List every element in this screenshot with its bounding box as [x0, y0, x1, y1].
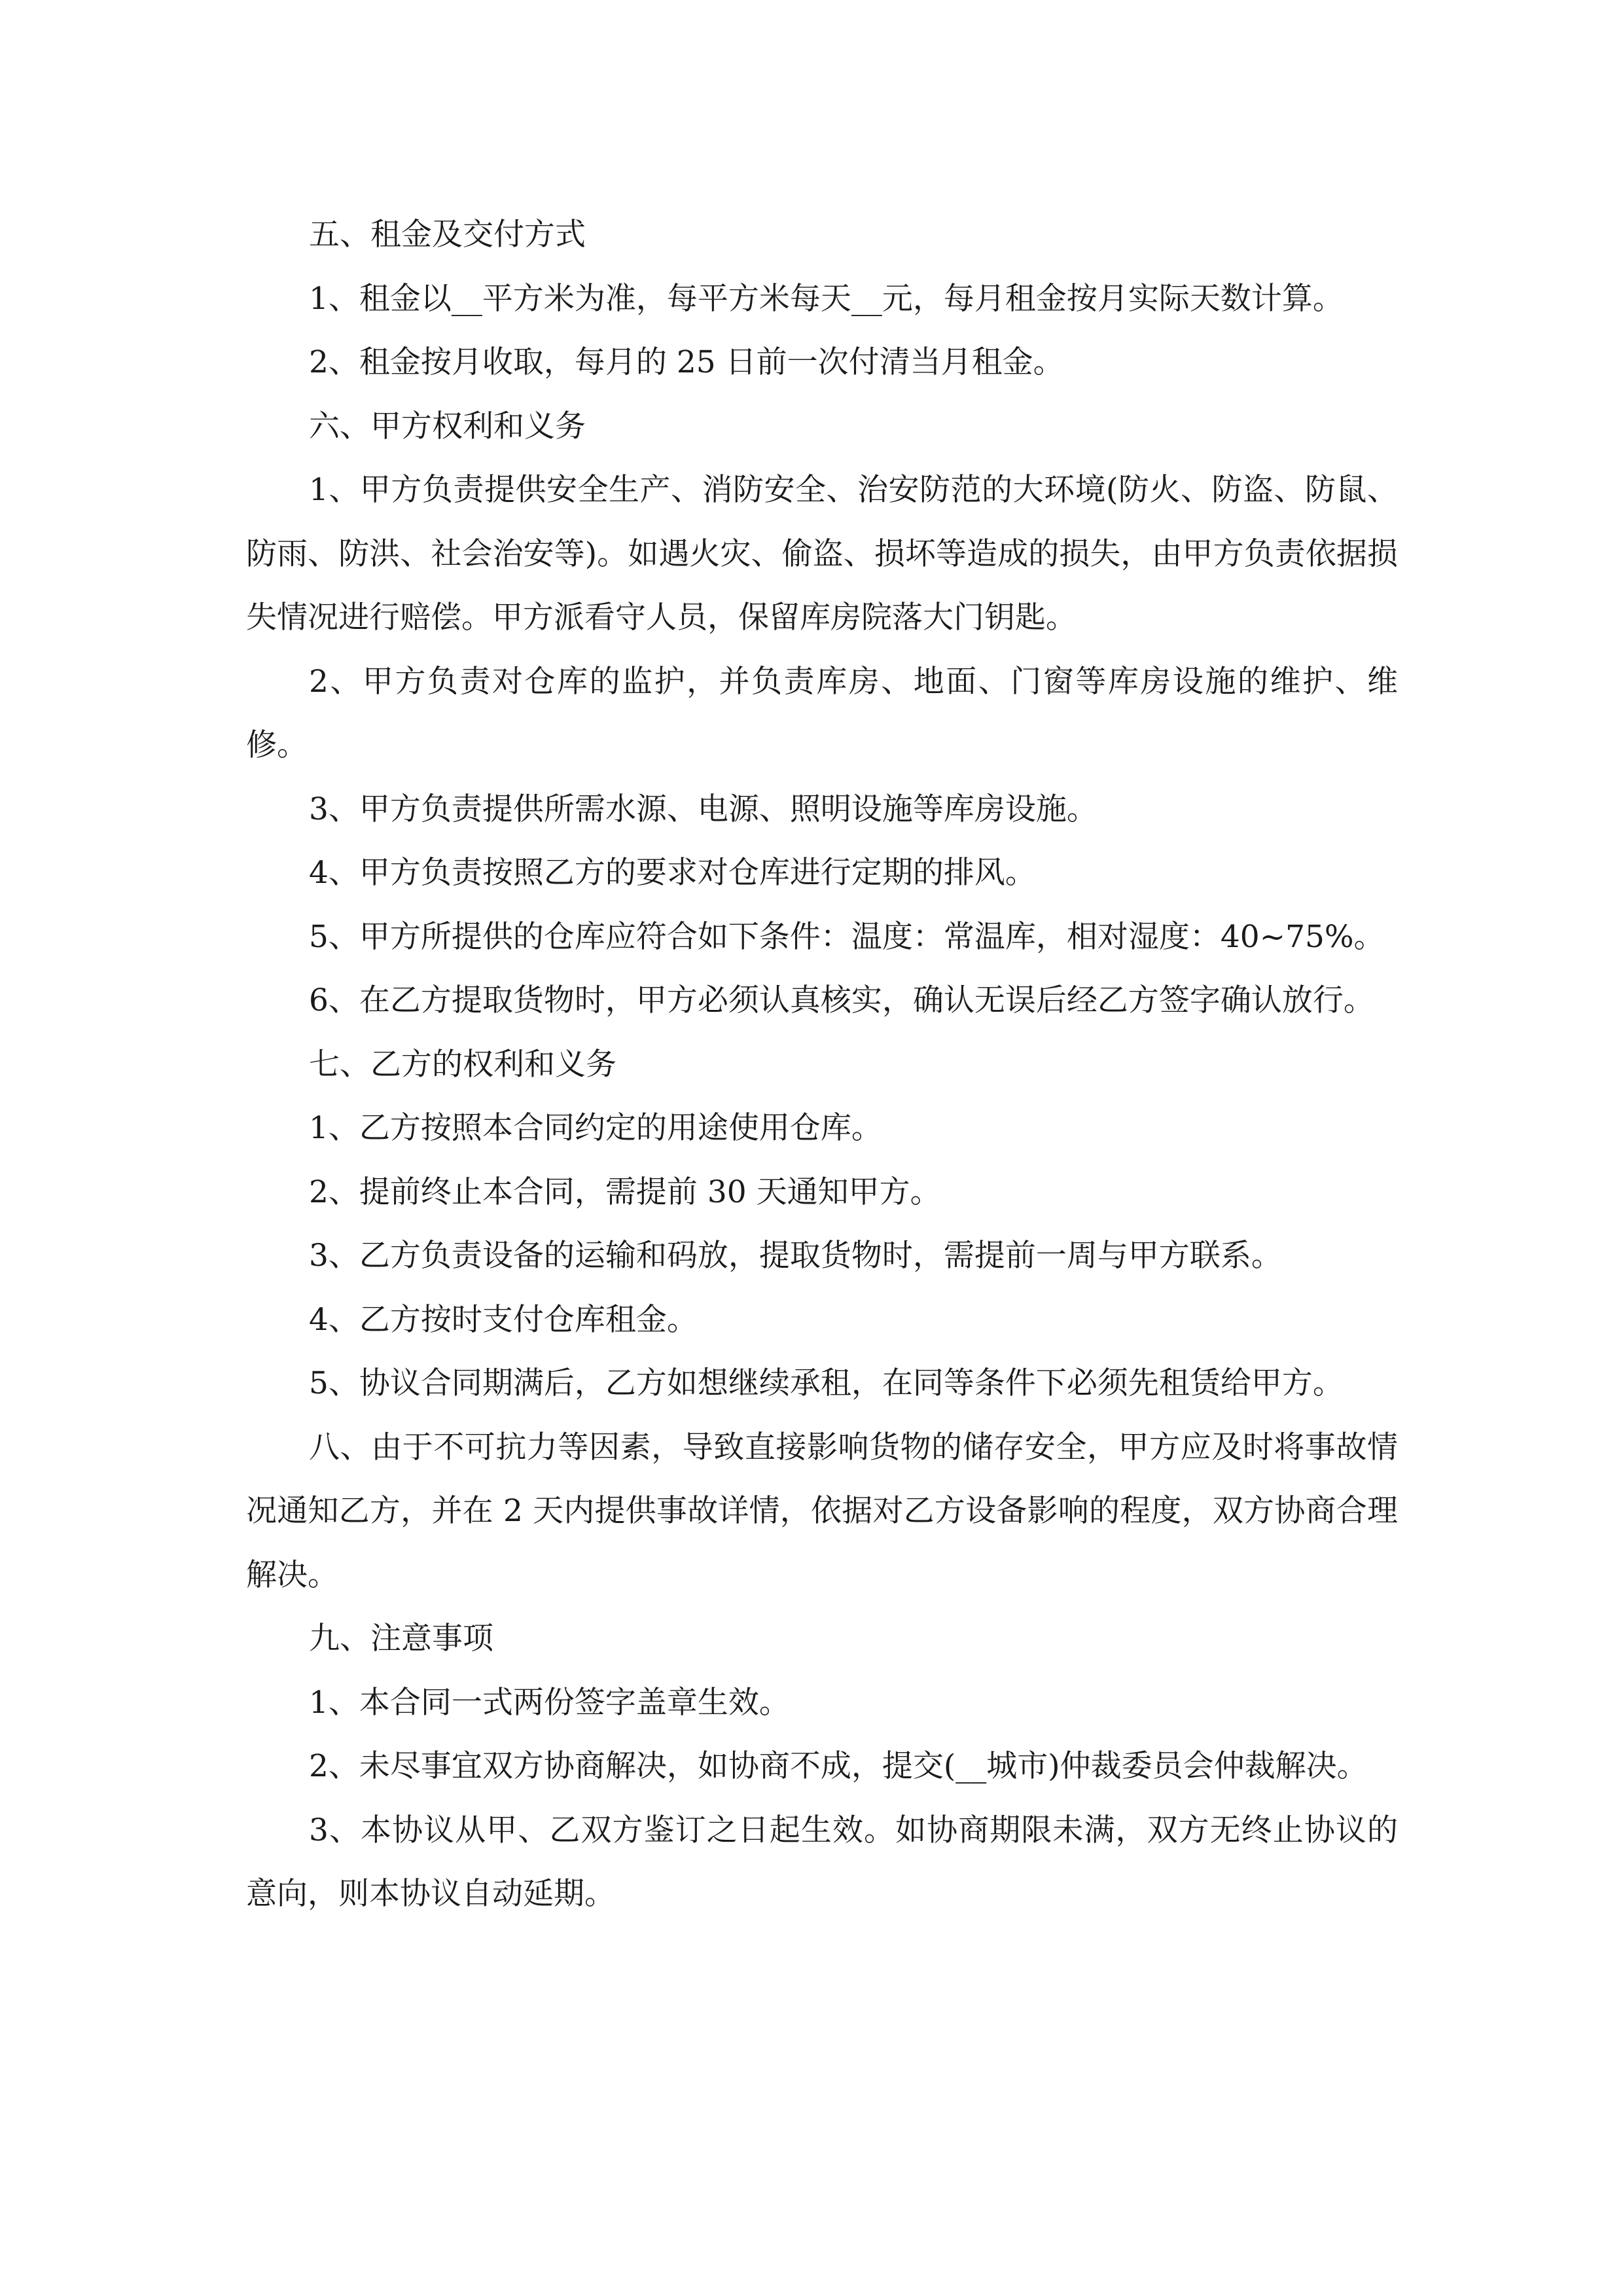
- clause-party-a-verification: 6、在乙方提取货物时，甲方必须认真核实，确认无误后经乙方签字确认放行。: [309, 982, 1374, 1018]
- clause-notes-arbitration: 2、未尽事宜双方协商解决，如协商不成，提交(__城市)仲裁委员会仲裁解决。: [309, 1748, 1368, 1784]
- section-heading-rent-payment: 五、租金及交付方式: [309, 217, 586, 253]
- section-force-majeure: 八、由于不可抗力等因素，导致直接影响货物的储存安全，甲方应及时将事故情况通知乙方，并在 2 天内提供事故详情，依据对乙方设备影响的程度，双方协商合理解决。: [246, 1429, 1398, 1593]
- section-heading-notes: 九、注意事项: [309, 1621, 493, 1657]
- clause-party-b-usage: 1、乙方按照本合同约定的用途使用仓库。: [309, 1110, 882, 1146]
- section-heading-party-a-rights: 六、甲方权利和义务: [309, 408, 586, 444]
- clause-notes-effective: 3、本协议从甲、乙双方鉴订之日起生效。如协商期限未满，双方无终止协议的意向，则本协议自动延期。: [246, 1812, 1398, 1912]
- clause-rent-schedule: 2、租金按月收取，每月的 25 日前一次付清当月租金。: [309, 344, 1064, 380]
- document-body: [246, 203, 1398, 1926]
- clause-party-a-maintenance: 2、甲方负责对仓库的监护，并负责库房、地面、门窗等库房设施的维护、维修。: [246, 663, 1398, 763]
- clause-rent-basis: 1、租金以__平方米为准，每平方米每天__元，每月租金按月实际天数计算。: [309, 280, 1344, 317]
- clause-party-b-renewal: 5、协议合同期满后，乙方如想继续承租，在同等条件下必须先租赁给甲方。: [309, 1365, 1344, 1401]
- clause-party-b-payment: 4、乙方按时支付仓库租金。: [309, 1301, 698, 1338]
- clause-party-a-utilities: 3、甲方负责提供所需水源、电源、照明设施等库房设施。: [309, 791, 1097, 827]
- clause-party-b-transport: 3、乙方负责设备的运输和码放，提取货物时，需提前一周与甲方联系。: [309, 1238, 1282, 1274]
- clause-party-b-termination: 2、提前终止本合同，需提前 30 天通知甲方。: [309, 1174, 941, 1210]
- clause-party-a-ventilation: 4、甲方负责按照乙方的要求对仓库进行定期的排风。: [309, 855, 1036, 891]
- section-heading-party-b-rights: 七、乙方的权利和义务: [309, 1046, 616, 1083]
- clause-notes-copies: 1、本合同一式两份签字盖章生效。: [309, 1684, 790, 1721]
- clause-party-a-conditions: 5、甲方所提供的仓库应符合如下条件：温度：常温库，相对湿度：40~75%。: [309, 918, 1385, 955]
- clause-party-a-security: 1、甲方负责提供安全生产、消防安全、治安防范的大环境(防火、防盗、防鼠、防雨、防洪、社会治安等)。如遇火灾、偷盗、损坏等造成的损失，由甲方负责依据损失情况进行赔偿。甲方派看守人员，保留库房院落大门钥匙。: [246, 472, 1398, 636]
